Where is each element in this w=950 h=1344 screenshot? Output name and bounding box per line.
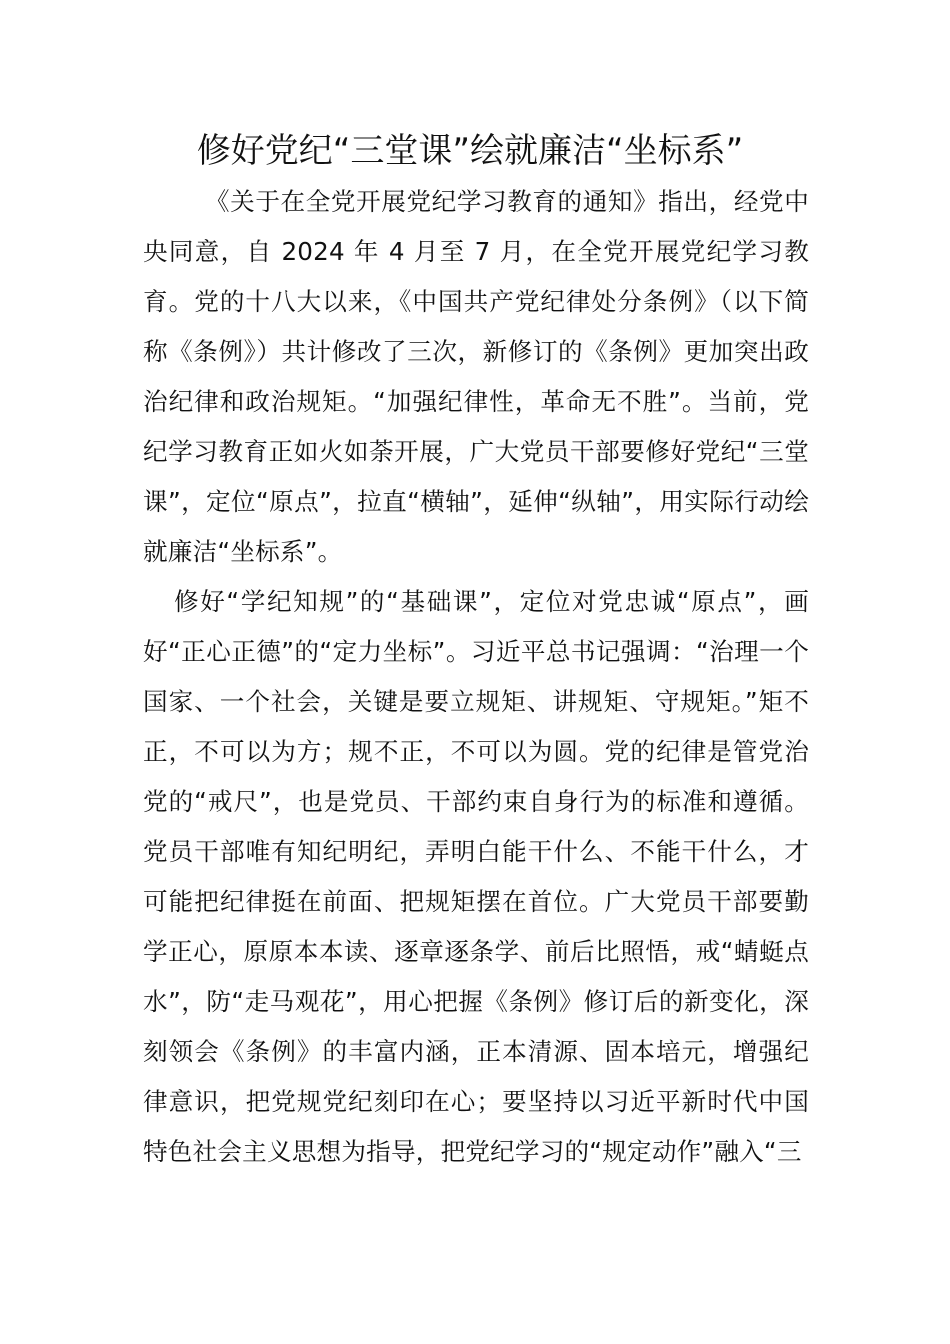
paragraph-basic-course: 修好“学纪知规”的“基础课”，定位对党忠诚“原点”，画好“正心正德”的“定力坐标”。习近平总书记强调：“治理一个国家、一个社会，关键是要立规矩、讲规矩、守规矩。”矩不正，不可以为方；规不正，不可以为圆。党的纪律是管党治党的“戒尺”，也是党员、干部约束自身行为的标准和遵循。党员干部唯有知纪明纪，弄明白能干什么、不能干什么，才可能把纪律挺在前面、把规矩摆在首位。广大党员干部要勤学正心，原原本本读、逐章逐条学、前后比照悟，戒“蜻蜓点水”，防“走马观花”，用心把握《条例》修订后的新变化，深刻领会《条例》的丰富内涵，正本清源、固本培元，增强纪律意识，把党规党纪刻印在心；要坚持以习近平新时代中国特色社会主义思想为指导，把党纪学习的“规定动作”融入“三 — [143, 587, 809, 1166]
document-title: 修好党纪“三堂课”绘就廉洁“坐标系” — [196, 131, 744, 171]
document-body — [143, 177, 809, 1177]
paragraph-intro: 《关于在全党开展党纪学习教育的通知》指出，经党中央同意，自 2024 年 4 月至 7 月，在全党开展党纪学习教育。党的十八大以来，《中国共产党纪律处分条例》（以下简称《条例》）共计修改了三次，新修订的《条例》更加突出政治纪律和政治规矩。“加强纪律性，革命无不胜”。当前，党纪学习教育正如火如荼开展，广大党员干部要修好党纪“三堂课”，定位“原点”，拉直“横轴”，延伸“纵轴”，用实际行动绘就廉洁“坐标系”。 — [143, 187, 809, 566]
